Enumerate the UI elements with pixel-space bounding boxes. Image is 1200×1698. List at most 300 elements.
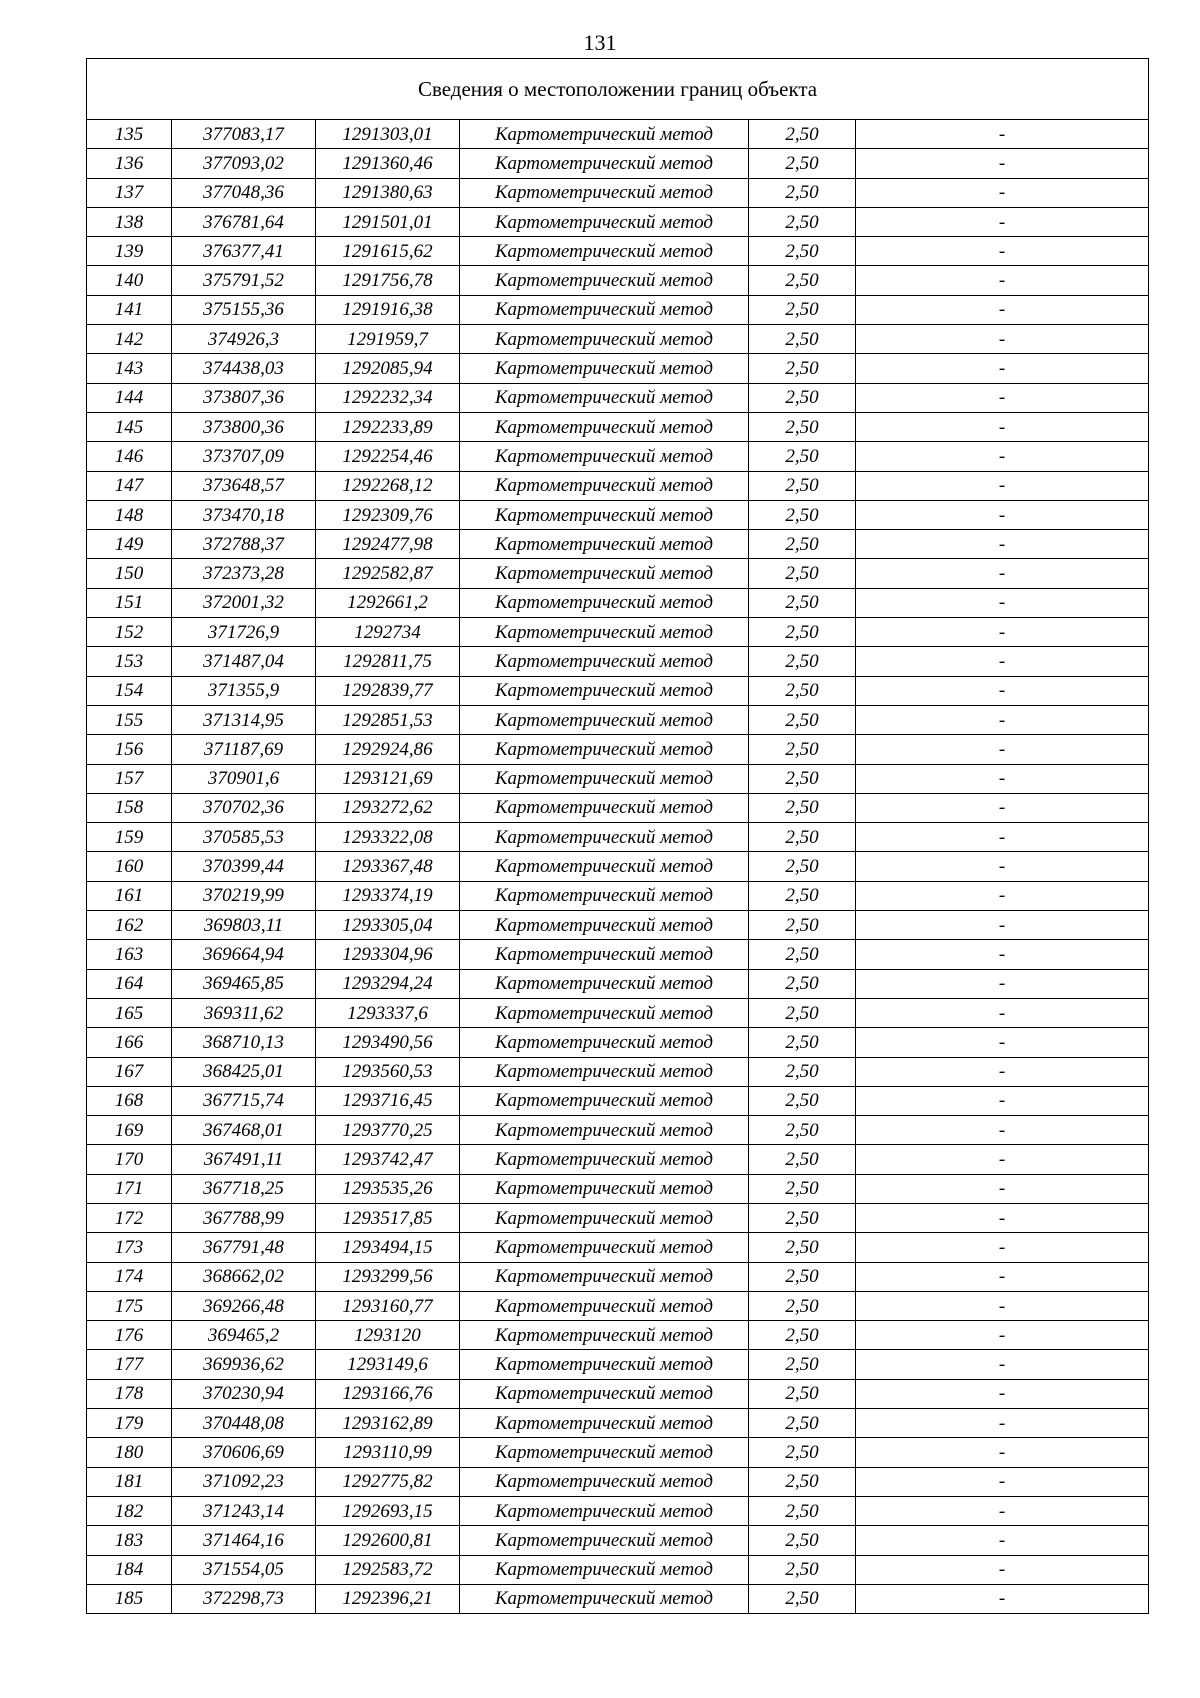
y-coordinate-cell: 1291916,38 [316,295,460,324]
point-number-cell: 174 [87,1262,172,1291]
note-cell: - [856,1321,1149,1350]
table-body [87,120,1149,1614]
table-row [87,295,1149,324]
table-row [87,530,1149,559]
method-cell: Картометрический метод [460,1584,749,1613]
point-number-cell: 177 [87,1350,172,1379]
y-coordinate-cell: 1293304,96 [316,940,460,969]
y-coordinate-cell: 1292811,75 [316,647,460,676]
accuracy-cell: 2,50 [749,1291,856,1320]
point-number-cell: 183 [87,1526,172,1555]
note-cell: - [856,1086,1149,1115]
accuracy-cell: 2,50 [749,149,856,178]
point-number-cell: 137 [87,178,172,207]
x-coordinate-cell: 369936,62 [172,1350,316,1379]
y-coordinate-cell: 1293120 [316,1321,460,1350]
x-coordinate-cell: 377093,02 [172,149,316,178]
y-coordinate-cell: 1293367,48 [316,852,460,881]
note-cell: - [856,295,1149,324]
point-number-cell: 157 [87,764,172,793]
point-number-cell: 176 [87,1321,172,1350]
method-cell: Картометрический метод [460,676,749,705]
table-row [87,911,1149,940]
accuracy-cell: 2,50 [749,1086,856,1115]
table-row [87,969,1149,998]
x-coordinate-cell: 369664,94 [172,940,316,969]
note-cell: - [856,588,1149,617]
accuracy-cell: 2,50 [749,1233,856,1262]
x-coordinate-cell: 367491,11 [172,1145,316,1174]
y-coordinate-cell: 1292661,2 [316,588,460,617]
accuracy-cell: 2,50 [749,354,856,383]
point-number-cell: 146 [87,442,172,471]
point-number-cell: 148 [87,500,172,529]
method-cell: Картометрический метод [460,266,749,295]
note-cell: - [856,383,1149,412]
point-number-cell: 154 [87,676,172,705]
method-cell: Картометрический метод [460,1379,749,1408]
table-row [87,1028,1149,1057]
table-row [87,383,1149,412]
y-coordinate-cell: 1292477,98 [316,530,460,559]
accuracy-cell: 2,50 [749,442,856,471]
x-coordinate-cell: 372298,73 [172,1584,316,1613]
y-coordinate-cell: 1292693,15 [316,1496,460,1525]
y-coordinate-cell: 1291756,78 [316,266,460,295]
y-coordinate-cell: 1293299,56 [316,1262,460,1291]
y-coordinate-cell: 1291360,46 [316,149,460,178]
method-cell: Картометрический метод [460,1350,749,1379]
table-row [87,325,1149,354]
x-coordinate-cell: 370448,08 [172,1409,316,1438]
table-row [87,940,1149,969]
y-coordinate-cell: 1293490,56 [316,1028,460,1057]
note-cell: - [856,735,1149,764]
y-coordinate-cell: 1293149,6 [316,1350,460,1379]
y-coordinate-cell: 1292600,81 [316,1526,460,1555]
x-coordinate-cell: 375791,52 [172,266,316,295]
note-cell: - [856,500,1149,529]
x-coordinate-cell: 367468,01 [172,1116,316,1145]
method-cell: Картометрический метод [460,881,749,910]
note-cell: - [856,793,1149,822]
y-coordinate-cell: 1293110,99 [316,1438,460,1467]
table-row [87,1291,1149,1320]
point-number-cell: 180 [87,1438,172,1467]
table-row [87,500,1149,529]
x-coordinate-cell: 369465,85 [172,969,316,998]
table-row [87,412,1149,441]
table-row [87,1438,1149,1467]
accuracy-cell: 2,50 [749,588,856,617]
note-cell: - [856,1028,1149,1057]
x-coordinate-cell: 377048,36 [172,178,316,207]
table-row [87,1145,1149,1174]
table-row [87,1526,1149,1555]
note-cell: - [856,412,1149,441]
x-coordinate-cell: 370702,36 [172,793,316,822]
method-cell: Картометрический метод [460,1145,749,1174]
note-cell: - [856,764,1149,793]
table-row [87,1057,1149,1086]
table-row [87,1116,1149,1145]
table-row [87,881,1149,910]
point-number-cell: 145 [87,412,172,441]
note-cell: - [856,1526,1149,1555]
accuracy-cell: 2,50 [749,500,856,529]
table-row [87,149,1149,178]
note-cell: - [856,618,1149,647]
x-coordinate-cell: 369311,62 [172,998,316,1027]
x-coordinate-cell: 371487,04 [172,647,316,676]
note-cell: - [856,266,1149,295]
method-cell: Картометрический метод [460,1467,749,1496]
method-cell: Картометрический метод [460,1321,749,1350]
point-number-cell: 175 [87,1291,172,1320]
y-coordinate-cell: 1293337,6 [316,998,460,1027]
table-row [87,793,1149,822]
accuracy-cell: 2,50 [749,1262,856,1291]
method-cell: Картометрический метод [460,969,749,998]
method-cell: Картометрический метод [460,1409,749,1438]
point-number-cell: 178 [87,1379,172,1408]
method-cell: Картометрический метод [460,735,749,764]
x-coordinate-cell: 370230,94 [172,1379,316,1408]
accuracy-cell: 2,50 [749,940,856,969]
y-coordinate-cell: 1293770,25 [316,1116,460,1145]
note-cell: - [856,940,1149,969]
accuracy-cell: 2,50 [749,530,856,559]
x-coordinate-cell: 372001,32 [172,588,316,617]
x-coordinate-cell: 376781,64 [172,207,316,236]
note-cell: - [856,705,1149,734]
y-coordinate-cell: 1291380,63 [316,178,460,207]
point-number-cell: 173 [87,1233,172,1262]
method-cell: Картометрический метод [460,1262,749,1291]
x-coordinate-cell: 373807,36 [172,383,316,412]
y-coordinate-cell: 1293517,85 [316,1203,460,1232]
table-row [87,852,1149,881]
point-number-cell: 144 [87,383,172,412]
accuracy-cell: 2,50 [749,559,856,588]
method-cell: Картометрический метод [460,295,749,324]
method-cell: Картометрический метод [460,705,749,734]
note-cell: - [856,1203,1149,1232]
method-cell: Картометрический метод [460,764,749,793]
x-coordinate-cell: 369803,11 [172,911,316,940]
x-coordinate-cell: 370219,99 [172,881,316,910]
note-cell: - [856,1467,1149,1496]
x-coordinate-cell: 371726,9 [172,618,316,647]
note-cell: - [856,120,1149,149]
method-cell: Картометрический метод [460,1116,749,1145]
table-row [87,1262,1149,1291]
method-cell: Картометрический метод [460,207,749,236]
point-number-cell: 158 [87,793,172,822]
method-cell: Картометрический метод [460,852,749,881]
point-number-cell: 142 [87,325,172,354]
point-number-cell: 135 [87,120,172,149]
y-coordinate-cell: 1293294,24 [316,969,460,998]
method-cell: Картометрический метод [460,911,749,940]
note-cell: - [856,1409,1149,1438]
accuracy-cell: 2,50 [749,1496,856,1525]
note-cell: - [856,237,1149,266]
x-coordinate-cell: 371314,95 [172,705,316,734]
note-cell: - [856,559,1149,588]
point-number-cell: 164 [87,969,172,998]
accuracy-cell: 2,50 [749,1321,856,1350]
point-number-cell: 179 [87,1409,172,1438]
y-coordinate-cell: 1293560,53 [316,1057,460,1086]
x-coordinate-cell: 374926,3 [172,325,316,354]
table-row [87,1555,1149,1584]
point-number-cell: 165 [87,998,172,1027]
table-row [87,1379,1149,1408]
y-coordinate-cell: 1291303,01 [316,120,460,149]
note-cell: - [856,1379,1149,1408]
point-number-cell: 161 [87,881,172,910]
y-coordinate-cell: 1291615,62 [316,237,460,266]
method-cell: Картометрический метод [460,530,749,559]
point-number-cell: 184 [87,1555,172,1584]
note-cell: - [856,1555,1149,1584]
method-cell: Картометрический метод [460,149,749,178]
note-cell: - [856,1584,1149,1613]
note-cell: - [856,1057,1149,1086]
table-row [87,1496,1149,1525]
y-coordinate-cell: 1293742,47 [316,1145,460,1174]
note-cell: - [856,911,1149,940]
y-coordinate-cell: 1292775,82 [316,1467,460,1496]
y-coordinate-cell: 1291959,7 [316,325,460,354]
point-number-cell: 153 [87,647,172,676]
method-cell: Картометрический метод [460,1291,749,1320]
note-cell: - [856,354,1149,383]
y-coordinate-cell: 1293374,19 [316,881,460,910]
x-coordinate-cell: 375155,36 [172,295,316,324]
y-coordinate-cell: 1293494,15 [316,1233,460,1262]
method-cell: Картометрический метод [460,998,749,1027]
method-cell: Картометрический метод [460,471,749,500]
accuracy-cell: 2,50 [749,735,856,764]
x-coordinate-cell: 367788,99 [172,1203,316,1232]
accuracy-cell: 2,50 [749,618,856,647]
note-cell: - [856,442,1149,471]
note-cell: - [856,823,1149,852]
x-coordinate-cell: 370399,44 [172,852,316,881]
point-number-cell: 139 [87,237,172,266]
table-row [87,647,1149,676]
method-cell: Картометрический метод [460,237,749,266]
x-coordinate-cell: 370606,69 [172,1438,316,1467]
point-number-cell: 169 [87,1116,172,1145]
accuracy-cell: 2,50 [749,793,856,822]
method-cell: Картометрический метод [460,325,749,354]
accuracy-cell: 2,50 [749,1203,856,1232]
note-cell: - [856,998,1149,1027]
accuracy-cell: 2,50 [749,325,856,354]
y-coordinate-cell: 1292734 [316,618,460,647]
x-coordinate-cell: 370901,6 [172,764,316,793]
point-number-cell: 172 [87,1203,172,1232]
accuracy-cell: 2,50 [749,237,856,266]
point-number-cell: 160 [87,852,172,881]
point-number-cell: 155 [87,705,172,734]
accuracy-cell: 2,50 [749,471,856,500]
note-cell: - [856,647,1149,676]
method-cell: Картометрический метод [460,500,749,529]
note-cell: - [856,1262,1149,1291]
accuracy-cell: 2,50 [749,1526,856,1555]
note-cell: - [856,1233,1149,1262]
method-cell: Картометрический метод [460,1086,749,1115]
method-cell: Картометрический метод [460,120,749,149]
method-cell: Картометрический метод [460,1438,749,1467]
note-cell: - [856,178,1149,207]
table-title-row [87,59,1149,120]
y-coordinate-cell: 1292085,94 [316,354,460,383]
method-cell: Картометрический метод [460,618,749,647]
x-coordinate-cell: 376377,41 [172,237,316,266]
note-cell: - [856,1350,1149,1379]
point-number-cell: 182 [87,1496,172,1525]
method-cell: Картометрический метод [460,647,749,676]
y-coordinate-cell: 1293305,04 [316,911,460,940]
y-coordinate-cell: 1292924,86 [316,735,460,764]
y-coordinate-cell: 1292254,46 [316,442,460,471]
method-cell: Картометрический метод [460,1174,749,1203]
note-cell: - [856,1291,1149,1320]
x-coordinate-cell: 372373,28 [172,559,316,588]
accuracy-cell: 2,50 [749,383,856,412]
x-coordinate-cell: 369465,2 [172,1321,316,1350]
x-coordinate-cell: 371554,05 [172,1555,316,1584]
accuracy-cell: 2,50 [749,412,856,441]
accuracy-cell: 2,50 [749,1174,856,1203]
table-row [87,1174,1149,1203]
accuracy-cell: 2,50 [749,1438,856,1467]
table-row [87,1409,1149,1438]
note-cell: - [856,1496,1149,1525]
y-coordinate-cell: 1291501,01 [316,207,460,236]
accuracy-cell: 2,50 [749,1145,856,1174]
point-number-cell: 149 [87,530,172,559]
y-coordinate-cell: 1293162,89 [316,1409,460,1438]
accuracy-cell: 2,50 [749,1555,856,1584]
method-cell: Картометрический метод [460,1028,749,1057]
table-row [87,559,1149,588]
accuracy-cell: 2,50 [749,207,856,236]
y-coordinate-cell: 1293716,45 [316,1086,460,1115]
method-cell: Картометрический метод [460,354,749,383]
accuracy-cell: 2,50 [749,266,856,295]
point-number-cell: 150 [87,559,172,588]
accuracy-cell: 2,50 [749,998,856,1027]
note-cell: - [856,1174,1149,1203]
point-number-cell: 147 [87,471,172,500]
accuracy-cell: 2,50 [749,1028,856,1057]
table-row [87,588,1149,617]
accuracy-cell: 2,50 [749,295,856,324]
y-coordinate-cell: 1293535,26 [316,1174,460,1203]
table-row [87,1467,1149,1496]
table-row [87,442,1149,471]
y-coordinate-cell: 1292232,34 [316,383,460,412]
accuracy-cell: 2,50 [749,1409,856,1438]
point-number-cell: 159 [87,823,172,852]
method-cell: Картометрический метод [460,1555,749,1584]
table-row [87,1321,1149,1350]
table-row [87,1203,1149,1232]
accuracy-cell: 2,50 [749,1350,856,1379]
method-cell: Картометрический метод [460,559,749,588]
table-row [87,266,1149,295]
table-row [87,120,1149,149]
note-cell: - [856,471,1149,500]
accuracy-cell: 2,50 [749,969,856,998]
method-cell: Картометрический метод [460,940,749,969]
point-number-cell: 162 [87,911,172,940]
table-row [87,676,1149,705]
point-number-cell: 141 [87,295,172,324]
point-number-cell: 168 [87,1086,172,1115]
y-coordinate-cell: 1293160,77 [316,1291,460,1320]
y-coordinate-cell: 1292582,87 [316,559,460,588]
y-coordinate-cell: 1292583,72 [316,1555,460,1584]
point-number-cell: 181 [87,1467,172,1496]
table-row [87,764,1149,793]
x-coordinate-cell: 372788,37 [172,530,316,559]
y-coordinate-cell: 1292268,12 [316,471,460,500]
note-cell: - [856,676,1149,705]
accuracy-cell: 2,50 [749,1467,856,1496]
method-cell: Картометрический метод [460,178,749,207]
table-row [87,735,1149,764]
note-cell: - [856,881,1149,910]
x-coordinate-cell: 369266,48 [172,1291,316,1320]
boundary-coordinates-table [86,58,1149,1614]
accuracy-cell: 2,50 [749,764,856,793]
accuracy-cell: 2,50 [749,852,856,881]
note-cell: - [856,1145,1149,1174]
x-coordinate-cell: 371243,14 [172,1496,316,1525]
y-coordinate-cell: 1293272,62 [316,793,460,822]
point-number-cell: 167 [87,1057,172,1086]
accuracy-cell: 2,50 [749,911,856,940]
table-row [87,237,1149,266]
note-cell: - [856,1116,1149,1145]
method-cell: Картометрический метод [460,1526,749,1555]
point-number-cell: 170 [87,1145,172,1174]
x-coordinate-cell: 370585,53 [172,823,316,852]
point-number-cell: 143 [87,354,172,383]
table-row [87,998,1149,1027]
point-number-cell: 151 [87,588,172,617]
table-row [87,705,1149,734]
accuracy-cell: 2,50 [749,1379,856,1408]
accuracy-cell: 2,50 [749,1116,856,1145]
x-coordinate-cell: 368662,02 [172,1262,316,1291]
point-number-cell: 166 [87,1028,172,1057]
accuracy-cell: 2,50 [749,1057,856,1086]
method-cell: Картометрический метод [460,1233,749,1262]
x-coordinate-cell: 371092,23 [172,1467,316,1496]
note-cell: - [856,852,1149,881]
note-cell: - [856,1438,1149,1467]
table-row [87,1086,1149,1115]
point-number-cell: 140 [87,266,172,295]
